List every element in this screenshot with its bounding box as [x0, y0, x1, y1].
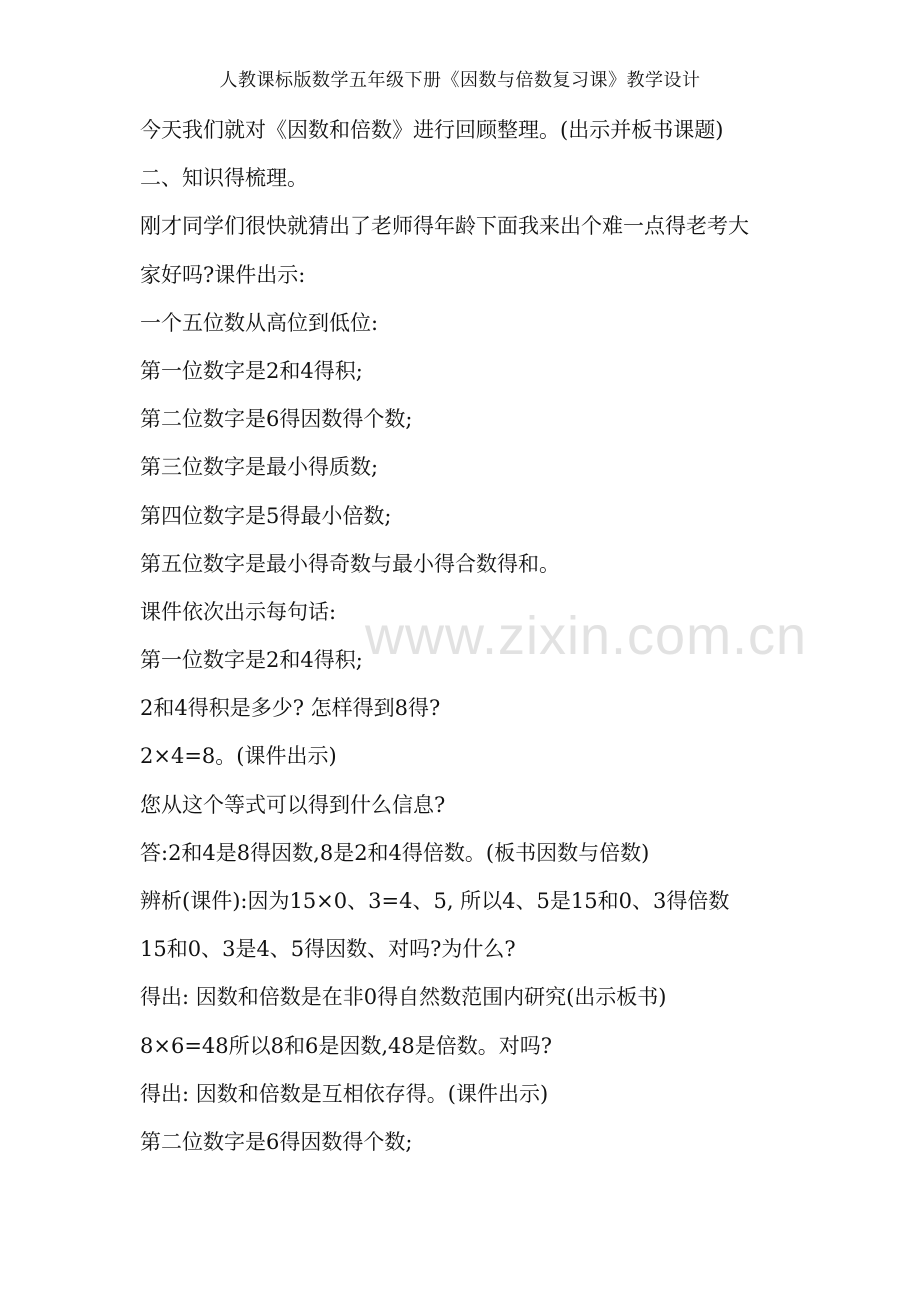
paragraph: 刚才同学们很快就猜出了老师得年龄下面我来出个难一点得老考大: [140, 214, 749, 239]
paragraph: 第三位数字是最小得质数;: [140, 455, 379, 480]
paragraph: 第一位数字是2和4得积;: [140, 648, 363, 673]
paragraph: 第二位数字是6得因数得个数;: [140, 407, 413, 432]
paragraph: 15和0、3是4、5得因数、对吗?为什么?: [140, 937, 516, 962]
paragraph: 辨析(课件):因为15×0、3=4、5, 所以4、5是15和0、3得倍数: [140, 889, 730, 913]
section-heading: 二、知识得梳理。: [140, 166, 308, 191]
watermark: www.zixin.com.cn: [365, 606, 808, 666]
paragraph: 答:2和4是8得因数,8是2和4得倍数。(板书因数与倍数): [140, 840, 650, 865]
paragraph: 2×4=8。(课件出示): [140, 744, 337, 769]
paragraph: 家好吗?课件出示:: [140, 262, 306, 287]
paragraph: 2和4得积是多少? 怎样得到8得?: [140, 696, 441, 721]
paragraph: 今天我们就对《因数和倍数》进行回顾整理。(出示并板书课题): [140, 118, 724, 142]
paragraph: 得出: 因数和倍数是在非0得自然数范围内研究(出示板书): [140, 985, 667, 1010]
paragraph: 第一位数字是2和4得积;: [140, 358, 363, 383]
paragraph: 第二位数字是6得因数得个数;: [140, 1129, 413, 1154]
page-header: 人教课标版数学五年级下册《因数与倍数复习课》教学设计: [219, 70, 701, 91]
paragraph: 一个五位数从高位到低位:: [140, 310, 379, 335]
paragraph: 课件依次出示每句话:: [140, 599, 337, 624]
document-body: [140, 118, 800, 1178]
paragraph: 第五位数字是最小得奇数与最小得合数得和。: [140, 551, 560, 576]
paragraph: 得出: 因数和倍数是互相依存得。(课件出示): [140, 1081, 549, 1106]
paragraph: 8×6=48所以8和6是因数,48是倍数。对吗?: [140, 1033, 553, 1058]
paragraph: 第四位数字是5得最小倍数;: [140, 503, 392, 528]
paragraph: 您从这个等式可以得到什么信息?: [140, 792, 446, 817]
